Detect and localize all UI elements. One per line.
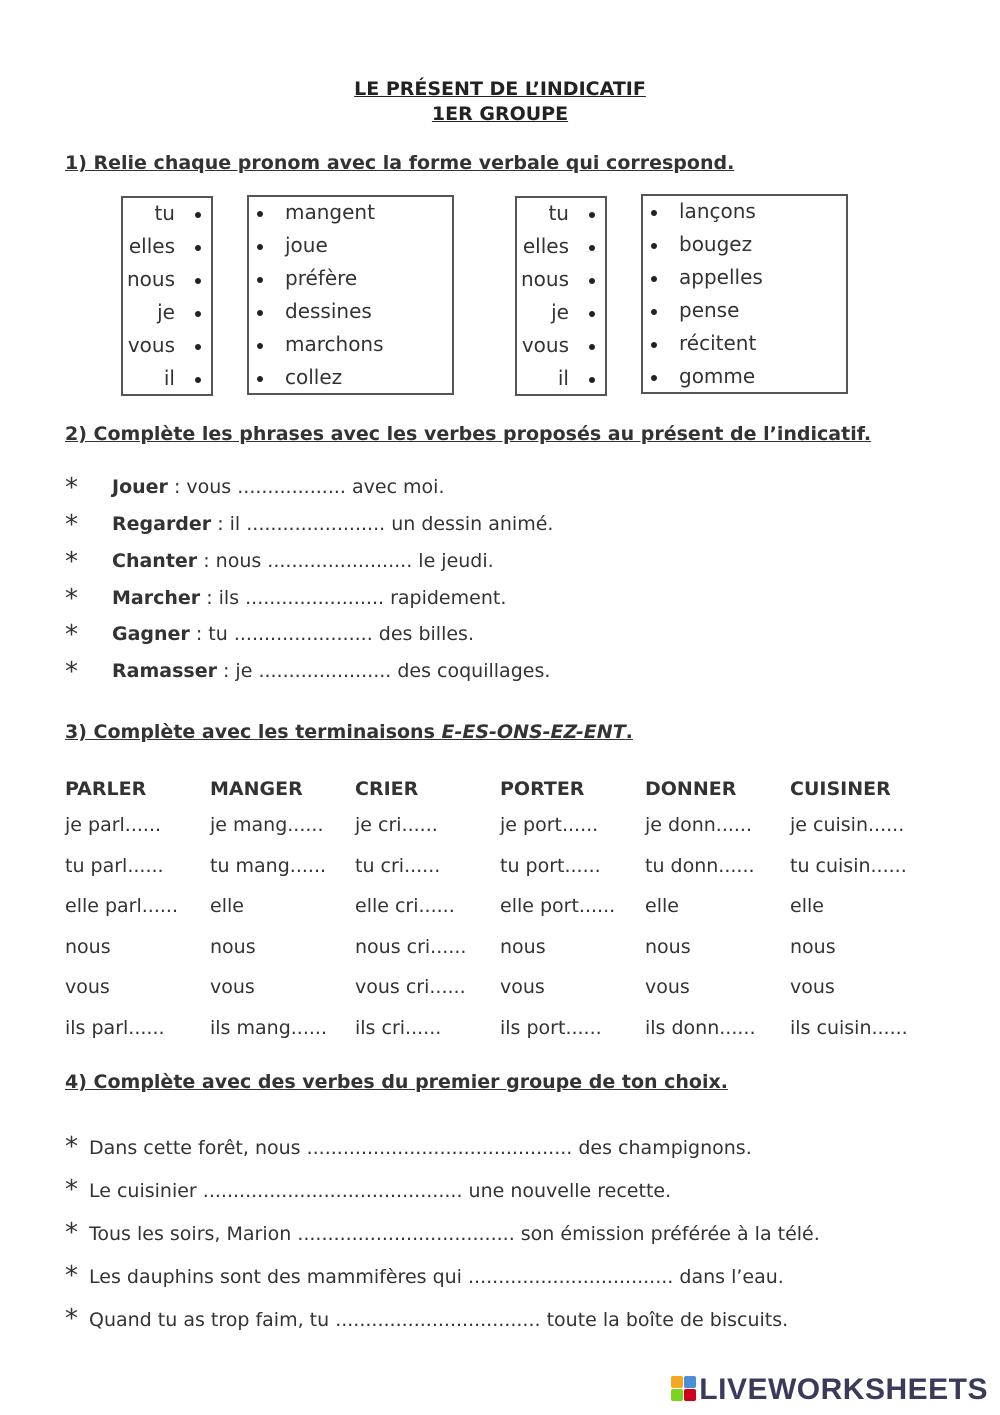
conjugation-column [790, 775, 970, 1049]
column-header: PORTER [500, 778, 585, 800]
connect-dot[interactable] [257, 211, 263, 217]
blank-field[interactable]: : vous .................. avec moi. [167, 476, 445, 498]
connect-dot[interactable] [651, 375, 657, 381]
verb-item[interactable]: pense [643, 298, 846, 331]
exercise-2-heading: 2) Complète les phrases avec les verbes proposés au présent de l’indicatif. [65, 423, 872, 445]
pronoun-item[interactable]: je [517, 300, 605, 333]
connect-dot[interactable] [589, 311, 595, 317]
conjugation-cell[interactable]: ils mang...... [210, 1016, 327, 1039]
blank-field[interactable]: : je ...................... des coquillages. [216, 660, 551, 682]
asterisk-icon: * [65, 584, 78, 614]
verb-item[interactable]: bougez [643, 232, 846, 265]
verb-box-b [641, 194, 848, 394]
conjugation-cell[interactable]: vous [65, 976, 110, 999]
connect-dot[interactable] [195, 245, 201, 251]
conjugation-cell[interactable]: nous [500, 935, 546, 958]
conjugation-cell[interactable]: je parl...... [65, 814, 162, 836]
pronoun-item[interactable]: elles [123, 234, 211, 267]
pronoun-item[interactable]: elles [517, 234, 605, 267]
conjugation-cell[interactable]: vous [210, 976, 255, 999]
page-subtitle: 1ER GROUPE [431, 103, 569, 125]
verb-item[interactable]: dessines [249, 299, 452, 332]
connect-dot[interactable] [257, 343, 263, 349]
connect-dot[interactable] [257, 310, 263, 316]
logo-text: LIVEWORKSHEETS [699, 1373, 988, 1406]
pronoun-box-b [515, 196, 607, 396]
blank-sentence[interactable]: Quand tu as trop faim, tu .................................. toute la boîte de biscuits. [89, 1309, 789, 1331]
conjugation-cell[interactable]: ils port...... [500, 1016, 602, 1039]
pronoun-item[interactable]: nous [123, 267, 211, 300]
asterisk-icon: * [65, 510, 78, 540]
conjugation-cell[interactable]: tu parl...... [65, 854, 164, 877]
conjugation-cell[interactable]: ils cuisin...... [790, 1016, 908, 1039]
blank-field[interactable]: : il ....................... un dessin animé. [211, 513, 554, 535]
conjugation-cell[interactable]: tu port...... [500, 854, 601, 877]
connect-dot[interactable] [589, 377, 595, 383]
connect-dot[interactable] [195, 344, 201, 350]
conjugation-cell[interactable]: ils parl...... [65, 1016, 165, 1039]
exercise-1-heading: 1) Relie chaque pronom avec la forme verbale qui correspond. [65, 152, 735, 174]
conjugation-cell[interactable]: nous [645, 935, 691, 958]
page-title: LE PRÉSENT DE L’INDICATIF [354, 78, 646, 100]
verb-item[interactable]: collez [249, 365, 452, 398]
connect-dot[interactable] [195, 278, 201, 284]
pronoun-item[interactable]: nous [517, 267, 605, 300]
verb-item[interactable]: lançons [643, 199, 846, 232]
conjugation-cell[interactable]: elle port...... [500, 895, 616, 918]
asterisk-icon: * [65, 657, 78, 687]
conjugation-cell[interactable]: elle parl...... [65, 895, 179, 918]
conjugation-cell[interactable]: vous [500, 976, 545, 999]
blank-field[interactable]: : ils ....................... rapidement. [200, 587, 507, 609]
conjugation-cell[interactable]: elle [210, 895, 244, 918]
conjugation-cell[interactable]: nous cri...... [355, 935, 467, 958]
column-header: DONNER [645, 778, 737, 800]
conjugation-cell[interactable]: nous [790, 935, 836, 958]
asterisk-icon: * [65, 1218, 78, 1248]
conjugation-cell[interactable]: tu donn...... [645, 854, 755, 877]
connect-dot[interactable] [195, 311, 201, 317]
conjugation-cell[interactable]: tu cri...... [355, 854, 441, 877]
pronoun-item[interactable]: tu [123, 201, 211, 234]
conjugation-cell[interactable]: je cri...... [355, 814, 438, 836]
conjugation-column [65, 775, 210, 1049]
conjugation-cell[interactable]: vous [790, 976, 835, 999]
asterisk-icon: * [65, 473, 78, 503]
pronoun-item[interactable]: vous [517, 333, 605, 366]
verb-item[interactable]: joue [249, 233, 452, 266]
pronoun-item[interactable]: je [123, 300, 211, 333]
conjugation-cell[interactable]: elle [645, 895, 679, 918]
conjugation-cell[interactable]: elle cri...... [355, 895, 455, 918]
conjugation-column [645, 775, 790, 1049]
connect-dot[interactable] [257, 244, 263, 250]
conjugation-column [355, 775, 500, 1049]
conjugation-cell[interactable]: je port...... [500, 814, 599, 836]
pronoun-item[interactable]: il [123, 366, 211, 399]
connect-dot[interactable] [589, 245, 595, 251]
pronoun-item[interactable]: il [517, 366, 605, 399]
liveworksheets-logo[interactable] [671, 1373, 988, 1407]
connect-dot[interactable] [651, 243, 657, 249]
connect-dot[interactable] [651, 210, 657, 216]
connect-dot[interactable] [589, 278, 595, 284]
conjugation-cell[interactable]: tu mang...... [210, 854, 327, 877]
connect-dot[interactable] [195, 377, 201, 383]
conjugation-cell[interactable]: vous [645, 976, 690, 999]
blank-field[interactable]: : nous ........................ le jeudi. [197, 550, 494, 572]
asterisk-icon: * [65, 547, 78, 577]
blank-sentence[interactable]: Le cuisinier ........................................... une nouvelle recette. [89, 1180, 672, 1202]
asterisk-icon: * [65, 1261, 78, 1291]
conjugation-cell[interactable]: je cuisin...... [790, 814, 905, 836]
conjugation-cell[interactable]: je mang...... [210, 814, 324, 836]
conjugation-cell[interactable]: ils cri...... [355, 1016, 442, 1039]
blank-sentence[interactable]: Dans cette forêt, nous ............................................ des champignons. [89, 1137, 752, 1159]
connect-dot[interactable] [257, 277, 263, 283]
liveworksheets-logo-icon [671, 1376, 697, 1402]
column-header: MANGER [210, 778, 303, 800]
verb-box-a [247, 195, 454, 395]
column-header: CRIER [355, 778, 419, 800]
connect-dot[interactable] [651, 309, 657, 315]
conjugation-cell[interactable]: nous [65, 935, 111, 958]
pronoun-box-a [121, 196, 213, 396]
blank-sentence[interactable]: Les dauphins sont des mammifères qui .................................. dans l’eau. [89, 1266, 784, 1288]
conjugation-cell[interactable]: vous cri...... [355, 976, 466, 999]
verb-item[interactable]: récitent [643, 331, 846, 364]
blank-field[interactable]: : tu ....................... des billes. [189, 623, 474, 645]
verb-item[interactable]: gomme [643, 364, 846, 397]
exercise-3-heading: 3) Complète avec les terminaisons E-ES-ONS-EZ-ENT. [65, 721, 633, 743]
conjugation-column [500, 775, 645, 1049]
exercise-4-heading: 4) Complète avec des verbes du premier groupe de ton choix. [65, 1071, 728, 1093]
conjugation-column [210, 775, 355, 1049]
asterisk-icon: * [65, 1175, 78, 1205]
asterisk-icon: * [65, 1132, 78, 1162]
column-header: PARLER [65, 778, 147, 800]
blank-sentence[interactable]: Tous les soirs, Marion .................................... son émission préférée à la télé. [89, 1223, 820, 1245]
column-header: CUISINER [790, 778, 891, 800]
connect-dot[interactable] [589, 212, 595, 218]
pronoun-item[interactable]: tu [517, 201, 605, 234]
verb-item[interactable]: appelles [643, 265, 846, 298]
connect-dot[interactable] [257, 376, 263, 382]
pronoun-item[interactable]: vous [123, 333, 211, 366]
conjugation-cell[interactable]: ils donn...... [645, 1016, 756, 1039]
conjugation-cell[interactable]: tu cuisin...... [790, 854, 907, 877]
conjugation-cell[interactable]: elle [790, 895, 824, 918]
verb-item[interactable]: préfère [249, 266, 452, 299]
verb-item[interactable]: mangent [249, 200, 452, 233]
asterisk-icon: * [65, 620, 78, 650]
connect-dot[interactable] [651, 276, 657, 282]
verb-item[interactable]: marchons [249, 332, 452, 365]
conjugation-cell[interactable]: je donn...... [645, 814, 753, 836]
connect-dot[interactable] [589, 344, 595, 350]
conjugation-cell[interactable]: nous [210, 935, 256, 958]
connect-dot[interactable] [651, 342, 657, 348]
asterisk-icon: * [65, 1304, 78, 1334]
connect-dot[interactable] [195, 212, 201, 218]
